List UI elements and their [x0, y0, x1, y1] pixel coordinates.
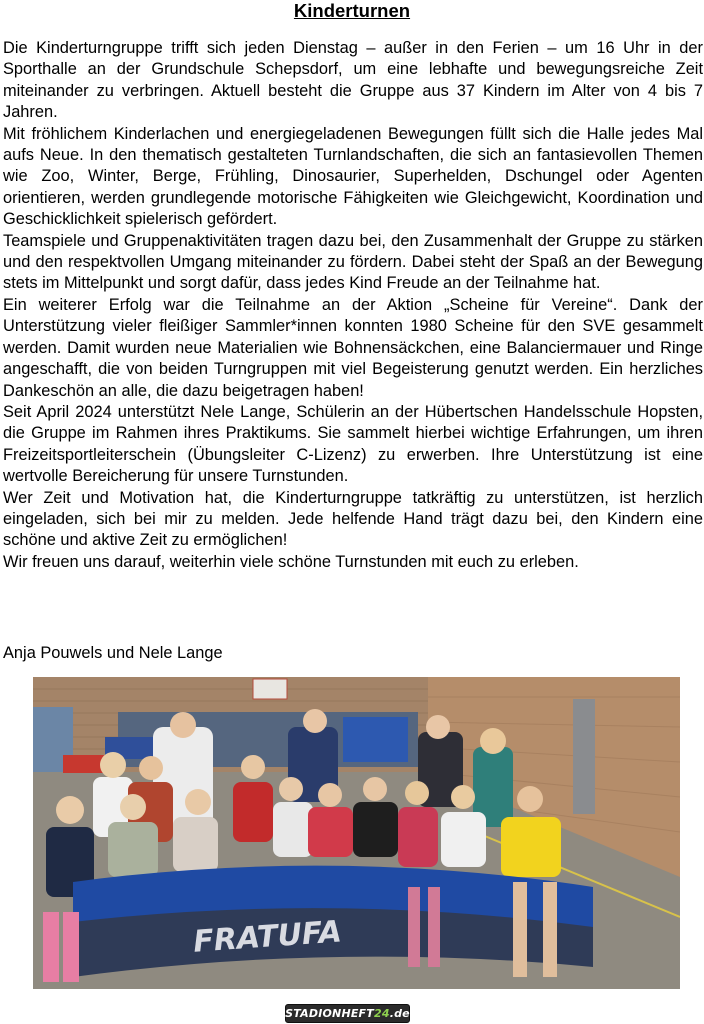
stadionheft-logo: [285, 1004, 410, 1023]
group-photo-illustration: [33, 677, 680, 989]
logo-domain: .de: [389, 1007, 410, 1020]
mat-label: FRATUFA: [192, 914, 343, 960]
paragraph: Die Kinderturngruppe trifft sich jeden Dienstag – außer in den Ferien – um 16 Uhr in der Sporthalle an der Grundschule Schepsdorf, um eine lebhafte und bewegungsreiche Zeit miteinander zu verbringen. Aktuell besteht die Gruppe aus 37 Kindern im Alter von 4 bis 7 Jahren.: [3, 39, 703, 122]
article-body: [3, 38, 703, 573]
paragraph: Mit fröhlichem Kinderlachen und energiegeladenen Bewegungen füllt sich die Halle jedes Mal aufs Neue. In den thematisch gestalteten Turnlandschaften, die sich an fantasievollen Themen wie Zoo, Winter, Berge, Frühling, Dinosaurier, Superhelden, Dschungel oder Agenten orientieren, werden grundlegende motorische Fähigkeiten wie Gleichgewicht, Koordination und Geschicklichkeit spielerisch gefördert.: [3, 124, 703, 229]
article-title: Kinderturnen: [293, 0, 411, 21]
paragraph: Wir freuen uns darauf, weiterhin viele schöne Turnstunden mit euch zu erleben.: [3, 552, 579, 571]
logo-number: 24: [373, 1007, 390, 1020]
logo-text: STADIONHEFT: [285, 1007, 374, 1020]
paragraph: Seit April 2024 unterstützt Nele Lange, Schülerin an der Hübertschen Handelsschule Hopsten, die Gruppe im Rahmen ihres Praktikums. Sie sammelt hierbei wichtige Erfahrungen, um ihren Freizeitsportleiterschein (Übungsleiter C-Lizenz) zu erwerben. Ihre Unterstützung ist eine wertvolle Bereicherung für unsere Turnstunden.: [3, 402, 703, 486]
paragraph: Teamspiele und Gruppenaktivitäten tragen dazu bei, den Zusammenhalt der Gruppe zu stärken und den respektvollen Umgang miteinander zu fördern. Dabei steht der Spaß an der Bewegung stets im Mittelpunkt und sorgt dafür, dass jedes Kind Freude an der Teilnahme hat.: [3, 231, 703, 293]
paragraph: Ein weiterer Erfolg war die Teilnahme an der Aktion „Scheine für Vereine“. Dank der Unterstützung vieler fleißiger Sammler*innen konnten 1980 Scheine für den SVE gesammelt werden. Damit wurden neue Materialien wie Bohnensäckchen, eine Balanciermauer und Ringe angeschafft, die von beiden Turngruppen mit viel Begeisterung genutzt werden. Ein herzliches Dankeschön an alle, die dazu beigetragen haben!: [3, 295, 703, 400]
group-photo: [33, 677, 680, 989]
signature: Anja Pouwels und Nele Lange: [3, 644, 223, 662]
paragraph: Wer Zeit und Motivation hat, die Kinderturngruppe tatkräftig zu unterstützen, ist herzlich eingeladen, sich bei mir zu melden. Jede helfende Hand trägt dazu bei, den Kindern eine schöne und aktive Zeit zu ermöglichen!: [3, 488, 703, 550]
